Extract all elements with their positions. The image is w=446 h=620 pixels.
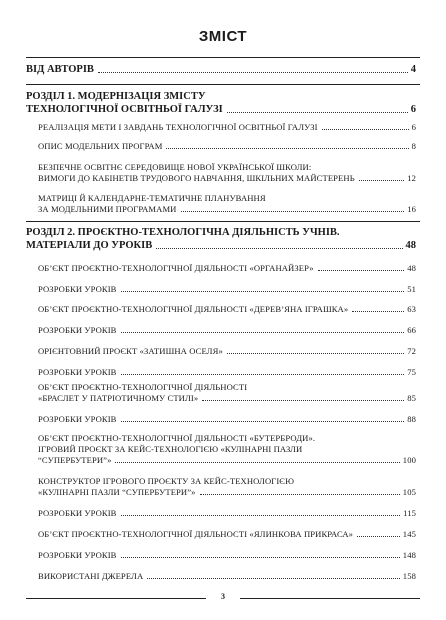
toc-entry[interactable] — [0, 571, 446, 582]
toc-page-number: 48 — [405, 240, 416, 251]
toc-entry-title: МАТРИЦІ Й КАЛЕНДАРНЕ-ТЕМАТИЧНЕ ПЛАНУВАННЯ — [38, 193, 266, 203]
dot-leader — [352, 311, 404, 312]
toc-entry-title: “СУПЕРБУТЕРИ”» — [38, 455, 112, 465]
toc-page-number: 148 — [402, 550, 416, 560]
dot-leader — [121, 421, 405, 422]
toc-entry[interactable] — [0, 122, 446, 133]
toc-entry-title: МАТЕРІАЛИ ДО УРОКІВ — [26, 240, 153, 251]
toc-entry-title: РОЗРОБКИ УРОКІВ — [38, 284, 117, 294]
dot-leader — [227, 353, 404, 354]
dot-leader — [359, 180, 404, 181]
page-title: ЗМІСТ — [198, 28, 248, 45]
dot-leader — [357, 536, 400, 537]
dot-leader — [121, 374, 405, 375]
dot-leader — [318, 270, 405, 271]
toc-entry-title: ВИКОРИСТАНІ ДЖЕРЕЛА — [38, 571, 144, 581]
toc-entry-title: ІГРОВИЙ ПРОЄКТ ЗА КЕЙС-ТЕХНОЛОГІЄЮ «КУЛІНАРНІ ПАЗЛИ — [38, 444, 303, 454]
toc-page-number: 145 — [402, 529, 416, 539]
toc-page-number: 158 — [402, 571, 416, 581]
toc-entry-title: РОЗДІЛ 2. ПРОЄКТНО-ТЕХНОЛОГІЧНА ДІЯЛЬНІСТЬ УЧНІВ. — [26, 227, 340, 238]
toc-page-number: 6 — [410, 104, 416, 115]
toc-entry-title: ОБ’ЄКТ ПРОЄКТНО-ТЕХНОЛОГІЧНОЇ ДІЯЛЬНОСТІ «ЯЛИНКОВА ПРИКРАСА» — [38, 529, 354, 539]
toc-entry[interactable] — [0, 433, 446, 466]
toc-section-2[interactable] — [0, 226, 446, 252]
toc-entry-title: «БРАСЛЕТ У ПАТРІОТИЧНОМУ СТИЛІ» — [38, 393, 199, 403]
toc-entry-title: ОБ’ЄКТ ПРОЄКТНО-ТЕХНОЛОГІЧНОЇ ДІЯЛЬНОСТІ — [38, 382, 248, 392]
toc-entry-title: РЕАЛІЗАЦІЯ МЕТИ І ЗАВДАНЬ ТЕХНОЛОГІЧНОЇ ОСВІТНЬОЇ ГАЛУЗІ — [38, 122, 318, 132]
divider — [26, 221, 420, 222]
dot-leader — [121, 332, 405, 333]
toc-entry[interactable] — [0, 414, 446, 425]
footer-page-number: 3 — [221, 592, 225, 601]
dot-leader — [166, 148, 408, 149]
toc-entry[interactable] — [0, 529, 446, 540]
toc-entry-title: РОЗРОБКИ УРОКІВ — [38, 550, 117, 560]
toc-entry[interactable] — [0, 325, 446, 336]
toc-page-number: 6 — [411, 122, 416, 132]
toc-page-number: 100 — [402, 455, 416, 465]
dot-leader — [181, 211, 405, 212]
toc-entry-title: РОЗРОБКИ УРОКІВ — [38, 325, 117, 335]
toc-entry[interactable] — [0, 367, 446, 378]
toc-entry-title: ОРІЄНТОВНИЙ ПРОЄКТ «ЗАТИШНА ОСЕЛЯ» — [38, 346, 223, 356]
toc-entry-title: РОЗРОБКИ УРОКІВ — [38, 508, 117, 518]
toc-entry[interactable] — [0, 284, 446, 295]
toc-entry-title: КОНСТРУКТОР ІГРОВОГО ПРОЄКТУ ЗА КЕЙС-ТЕХНОЛОГІЄЮ — [38, 476, 295, 486]
toc-section-1[interactable] — [0, 90, 446, 116]
toc-entry-title: ТЕХНОЛОГІЧНОЇ ОСВІТНЬОЇ ГАЛУЗІ — [26, 104, 223, 115]
toc-entry[interactable] — [0, 304, 446, 315]
toc-entry-title: «КУЛІНАРНІ ПАЗЛИ “СУПЕРБУТЕРИ”» — [38, 487, 196, 497]
toc-entry[interactable] — [0, 263, 446, 274]
dot-leader — [121, 515, 401, 516]
toc-page-number: 115 — [403, 508, 416, 518]
toc-entry[interactable] — [0, 193, 446, 215]
dot-leader — [115, 462, 399, 463]
toc-entry[interactable] — [0, 550, 446, 561]
toc-entry-title: РОЗДІЛ 1. МОДЕРНІЗАЦІЯ ЗМІСТУ — [26, 91, 206, 102]
toc-page-number: 8 — [411, 141, 416, 151]
footer-rule-left — [26, 598, 206, 599]
toc-entry-from-authors[interactable] — [0, 63, 446, 76]
dot-leader — [200, 494, 400, 495]
toc-page-number: 88 — [407, 414, 416, 424]
dot-leader — [227, 112, 408, 113]
toc-page-number: 105 — [402, 487, 416, 497]
dot-leader — [98, 72, 408, 73]
toc-entry-title: РОЗРОБКИ УРОКІВ — [38, 414, 117, 424]
toc-entry-title: БЕЗПЕЧНЕ ОСВІТНЄ СЕРЕДОВИЩЕ НОВОЇ УКРАЇНСЬКОЇ ШКОЛИ: — [38, 162, 312, 172]
footer-rule-right — [240, 598, 420, 599]
toc-page-number: 4 — [410, 64, 416, 75]
toc-page-number: 16 — [407, 204, 416, 214]
toc-page-number: 85 — [407, 393, 416, 403]
toc-entry[interactable] — [0, 346, 446, 357]
toc-page-number: 12 — [407, 173, 416, 183]
dot-leader — [202, 400, 404, 401]
toc-page-number: 66 — [407, 325, 416, 335]
toc-entry[interactable] — [0, 162, 446, 184]
toc-entry[interactable] — [0, 382, 446, 404]
toc-page-number: 48 — [407, 263, 416, 273]
dot-leader — [147, 578, 400, 579]
divider — [26, 57, 420, 58]
toc-entry-title: ОБ’ЄКТ ПРОЄКТНО-ТЕХНОЛОГІЧНОЇ ДІЯЛЬНОСТІ «ОРГАНАЙЗЕР» — [38, 263, 314, 273]
toc-entry-title: ОПИС МОДЕЛЬНИХ ПРОГРАМ — [38, 141, 163, 151]
toc-page-number: 63 — [407, 304, 416, 314]
toc-entry-title: ЗА МОДЕЛЬНИМИ ПРОГРАМАМИ — [38, 204, 177, 214]
toc-page-number: 51 — [407, 284, 416, 294]
toc-page-number: 72 — [407, 346, 416, 356]
toc-entry[interactable] — [0, 476, 446, 498]
dot-leader — [121, 557, 400, 558]
dot-leader — [121, 291, 405, 292]
toc-entry-title: РОЗРОБКИ УРОКІВ — [38, 367, 117, 377]
toc-entry[interactable] — [0, 141, 446, 152]
toc-page-number: 75 — [407, 367, 416, 377]
toc-entry[interactable] — [0, 508, 446, 519]
divider — [26, 84, 420, 85]
dot-leader — [322, 129, 409, 130]
toc-entry-title: ВИМОГИ ДО КАБІНЕТІВ ТРУДОВОГО НАВЧАННЯ, ШКІЛЬНИХ МАЙСТЕРЕНЬ — [38, 173, 355, 183]
toc-entry-title: ОБ’ЄКТ ПРОЄКТНО-ТЕХНОЛОГІЧНОЇ ДІЯЛЬНОСТІ «ДЕРЕВ’ЯНА ІГРАШКА» — [38, 304, 349, 314]
toc-entry-title: ОБ’ЄКТ ПРОЄКТНО-ТЕХНОЛОГІЧНОЇ ДІЯЛЬНОСТІ «БУТЕРБРОДИ». — [38, 433, 316, 443]
dot-leader — [156, 248, 402, 249]
toc-entry-title: ВІД АВТОРІВ — [26, 64, 94, 75]
